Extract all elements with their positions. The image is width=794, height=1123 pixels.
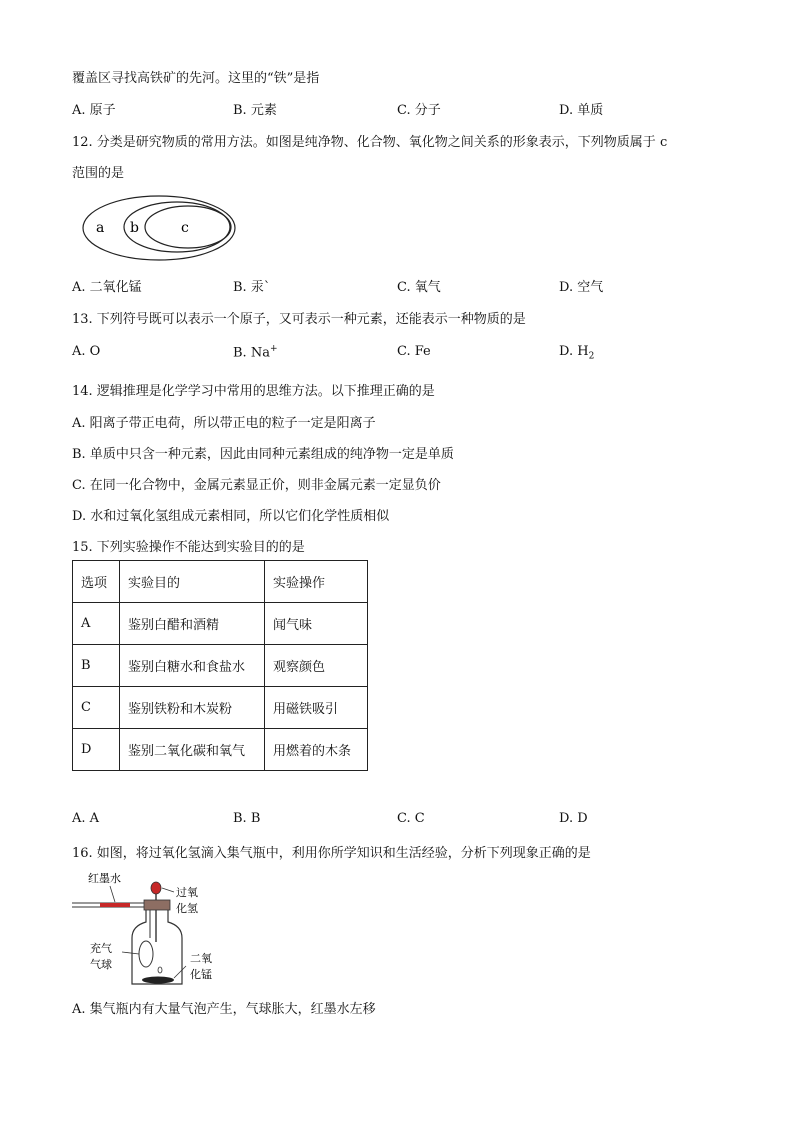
q14-stem: 14. 逻辑推理是化学学习中常用的思维方法。以下推理正确的是	[72, 384, 435, 399]
q15-option-a[interactable]: A. A	[72, 811, 100, 826]
table-row	[73, 603, 368, 645]
q13-stem: 13. 下列符号既可以表示一个原子，又可表示一种元素，还能表示一种物质的是	[72, 312, 526, 327]
experiment-table	[72, 560, 368, 771]
mno2-powder	[142, 977, 174, 984]
header-option: 选项	[73, 561, 120, 603]
mno2-pointer	[174, 966, 186, 978]
red-ink-droplet	[100, 903, 130, 907]
dropper-bulb	[151, 882, 161, 894]
label-mno2-1: 二氧	[190, 952, 212, 965]
table-cell: 用燃着的木条	[265, 729, 368, 771]
q12-option-b[interactable]: B. 汞`	[233, 280, 271, 295]
header-purpose: 实验目的	[120, 561, 265, 603]
label-balloon-2: 气球	[90, 958, 112, 971]
q15-option-c[interactable]: C. C	[397, 811, 425, 826]
table-row	[73, 687, 368, 729]
table-cell: 观察颜色	[265, 645, 368, 687]
q13-option-c[interactable]: C. Fe	[397, 344, 431, 359]
balloon-pointer	[122, 952, 139, 954]
label-b: b	[130, 220, 139, 236]
table-cell: 鉴别铁粉和木炭粉	[120, 687, 265, 729]
h2-subscript: 2	[588, 351, 595, 362]
q13-option-d-text: D. H	[559, 344, 589, 359]
q11-stem: 覆盖区寻找高铁矿的先河。这里的“铁”是指	[72, 71, 320, 86]
label-balloon-1: 充气	[90, 942, 112, 955]
red-ink-pointer	[110, 886, 115, 902]
label-red-ink: 红墨水	[88, 872, 121, 885]
q14-option-c[interactable]: C. 在同一化合物中，金属元素显正价，则非金属元素一定显负价	[72, 478, 441, 493]
q12-stem-line1: 12. 分类是研究物质的常用方法。如图是纯净物、化合物、氧化物之间关系的形象表示，下列物质属于 c	[72, 135, 668, 150]
gas-bottle	[132, 910, 182, 984]
q13-option-b-text: B. Na	[233, 345, 270, 361]
q11-option-d[interactable]: D. 单质	[559, 103, 604, 118]
q12-stem-line2: 范围的是	[72, 166, 125, 181]
q15-option-d[interactable]: D. D	[559, 811, 588, 826]
table-cell: 闻气味	[265, 603, 368, 645]
header-operation: 实验操作	[265, 561, 368, 603]
table-cell: 鉴别白糖水和食盐水	[120, 645, 265, 687]
q13-option-b[interactable]	[233, 344, 278, 360]
table-header-row	[73, 561, 368, 603]
q14-option-d[interactable]: D. 水和过氧化氢组成元素相同，所以它们化学性质相似	[72, 509, 390, 524]
q14-option-b[interactable]: B. 单质中只含一种元素，因此由同种元素组成的纯净物一定是单质	[72, 447, 454, 462]
table-cell: B	[73, 645, 120, 687]
q11-option-a[interactable]: A. 原子	[72, 103, 116, 118]
q11-option-b[interactable]: B. 元素	[233, 103, 277, 118]
q13-option-a[interactable]: A. O	[72, 344, 101, 359]
table-cell: 鉴别白醋和酒精	[120, 603, 265, 645]
na-charge: +	[269, 344, 278, 354]
label-c: c	[181, 220, 189, 236]
middle-ellipse-b	[124, 202, 230, 252]
label-h2o2-1: 过氧	[176, 886, 198, 899]
balloon	[139, 941, 153, 967]
table-row	[73, 729, 368, 771]
q13-option-d[interactable]	[559, 344, 594, 362]
q15-option-b[interactable]: B. B	[233, 811, 261, 826]
classification-diagram	[80, 193, 240, 263]
table-cell: 用磁铁吸引	[265, 687, 368, 729]
rubber-stopper	[144, 900, 170, 910]
table-row	[73, 645, 368, 687]
q15-stem: 15. 下列实验操作不能达到实验目的的是	[72, 540, 305, 555]
q16-stem: 16. 如图，将过氧化氢滴入集气瓶中，利用你所学知识和生活经验，分析下列现象正确的是	[72, 846, 591, 861]
table-cell: C	[73, 687, 120, 729]
label-h2o2-2: 化氢	[176, 902, 198, 915]
table-cell: D	[73, 729, 120, 771]
table-cell: A	[73, 603, 120, 645]
q12-option-d[interactable]: D. 空气	[559, 280, 604, 295]
q11-option-c[interactable]: C. 分子	[397, 103, 441, 118]
q16-option-a[interactable]: A. 集气瓶内有大量气泡产生，气球胀大，红墨水左移	[72, 1002, 376, 1017]
q12-option-a[interactable]: A. 二氧化锰	[72, 280, 142, 295]
q14-option-a[interactable]: A. 阳离子带正电荷，所以带正电的粒子一定是阳离子	[72, 416, 376, 431]
q12-option-c[interactable]: C. 氧气	[397, 280, 441, 295]
experiment-apparatus	[70, 866, 240, 990]
label-a: a	[96, 220, 105, 236]
table-cell: 鉴别二氧化碳和氧气	[120, 729, 265, 771]
droplet	[158, 967, 162, 973]
h2o2-pointer	[162, 888, 174, 892]
label-mno2-2: 化锰	[190, 968, 212, 981]
